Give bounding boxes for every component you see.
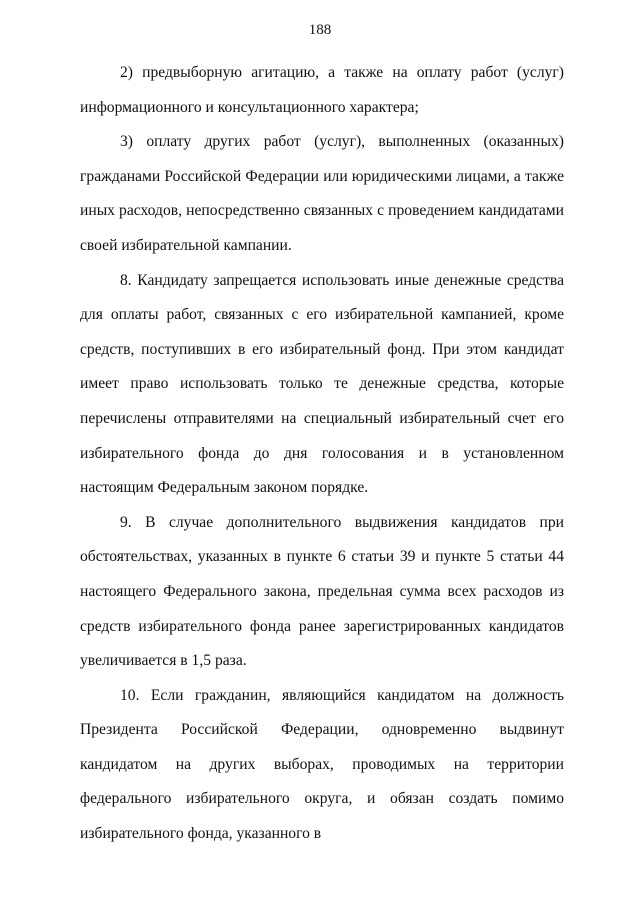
paragraph-item-3: 3) оплату других работ (услуг), выполненных (оказанных) гражданами Российской Федерации или юридическими лицами, а также иных расходов, непосредственно связанных с проведением кандидатами своей избирательной кампании. — [80, 133, 564, 254]
page-number: 188 — [308, 22, 332, 38]
paragraph-clause-10: 10. Если гражданин, являющийся кандидатом на должность Президента Российской Федерации, одновременно выдвинут кандидатом на других выборах, проводимых на территории федерального избирательного округа, и обязан создать помимо избирательного фонда, указанного в — [80, 686, 564, 843]
paragraph-item-2: 2) предвыборную агитацию, а также на оплату работ (услуг) информационного и консультационного характера; — [80, 64, 564, 116]
paragraph-clause-9: 9. В случае дополнительного выдвижения кандидатов при обстоятельствах, указанных в пункте 6 статьи 39 и пункте 5 статьи 44 настоящего Федерального закона, предельная сумма всех расходов из средств избирательного фонда ранее зарегистрированных кандидатов увеличивается в 1,5 раза. — [80, 513, 564, 670]
document-body — [80, 56, 564, 852]
paragraph-clause-8: 8. Кандидату запрещается использовать иные денежные средства для оплаты работ, связанных с его избирательной кампанией, кроме средств, поступивших в его избирательный фонд. При этом кандидат имеет право использовать только те денежные средства, которые перечислены отправителями на специальный избирательный счет его избирательного фонда до дня голосования и в установленном настоящим Федеральным законом порядке. — [80, 271, 564, 497]
